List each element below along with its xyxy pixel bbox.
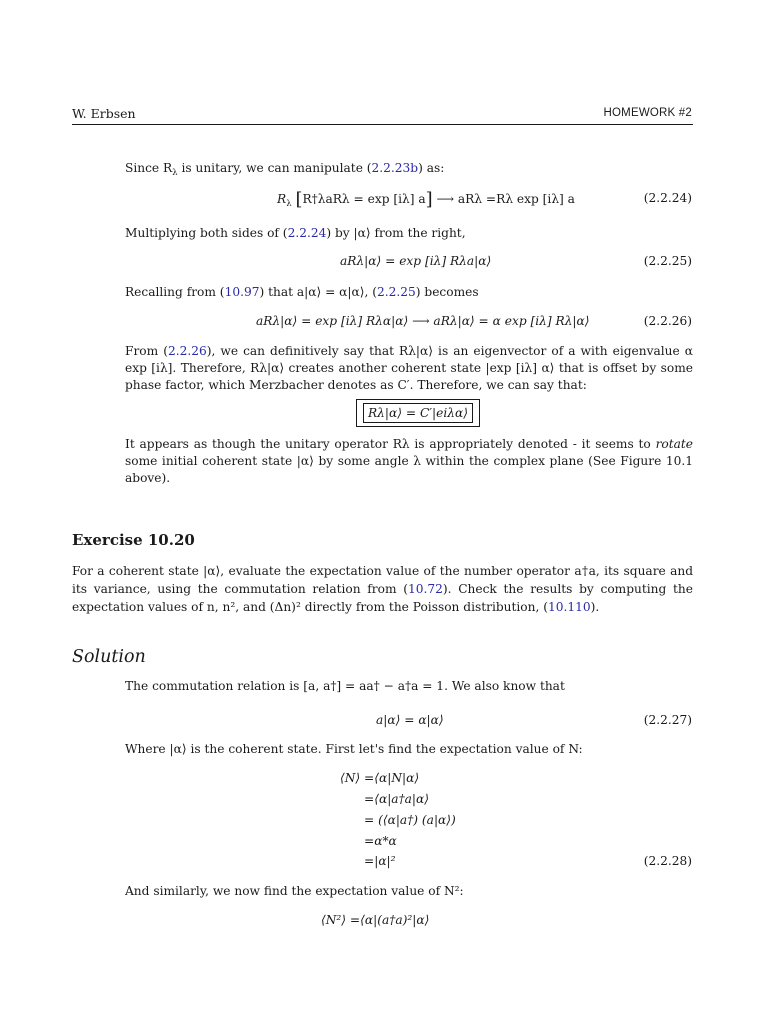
equation-2-2-27: a|α⟩ = α|α⟩ <box>376 713 444 727</box>
exercise-text <box>72 562 693 616</box>
solution-coherent-state-text: Where |α⟩ is the coherent state. First let's find the expectation value of N: <box>125 742 583 756</box>
equation-2-2-28-line-2: =⟨α|a†a|α⟩ <box>364 792 430 806</box>
p1-mid: is unitary, we can manipulate ( <box>177 161 372 175</box>
header-rule <box>72 124 693 125</box>
ref-10-110[interactable]: 10.110 <box>547 600 591 614</box>
p1-post: ) as: <box>418 161 445 175</box>
equation-2-2-28-line-4: =α*α <box>364 834 397 848</box>
eq24-bracket-content: R†λaRλ = exp [iλ] a <box>302 192 426 206</box>
solution-title: Solution <box>72 647 146 667</box>
p5-post: some initial coherent state |α⟩ by some angle λ within the complex plane (See Figure 10.1 above). <box>125 454 693 485</box>
ref-2-2-24[interactable]: 2.2.24 <box>287 226 327 240</box>
eq24-lbracket: [ <box>295 189 303 210</box>
paragraph-rotate <box>125 436 693 487</box>
eq-number-2-2-27: (2.2.27) <box>643 713 692 727</box>
solution-n-squared-text: And similarly, we now find the expectation value of N²: <box>125 884 464 898</box>
p3-post: ) becomes <box>415 285 479 299</box>
p5-emph: rotate <box>655 437 693 451</box>
ref-2-2-25[interactable]: 2.2.25 <box>377 285 416 299</box>
p1-pre: Since R <box>125 161 173 175</box>
p5-pre: It appears as though the unitary operator Rλ is appropriately denoted - it seems to <box>125 437 656 451</box>
eq-number-2-2-24: (2.2.24) <box>643 191 692 205</box>
equation-2-2-26: aRλ|α⟩ = exp [iλ] Rλα|α⟩ ⟶ aRλ|α⟩ = α exp [iλ] Rλ|α⟩ <box>256 314 590 328</box>
ex-text-post: ). <box>590 600 600 614</box>
exercise-title: Exercise 10.20 <box>72 531 195 549</box>
eq-number-2-2-25: (2.2.25) <box>643 254 692 268</box>
p2-pre: Multiplying both sides of ( <box>125 226 288 240</box>
p2-post: ) by |α⟩ from the right, <box>326 226 466 240</box>
p1-sub: λ <box>172 168 178 178</box>
eq24-lhs-sub: λ <box>286 199 292 209</box>
box-inner: Rλ|α⟩ = C′|eiλα⟩ <box>363 403 473 423</box>
paragraph-unitary <box>125 160 693 182</box>
ref-10-97[interactable]: 10.97 <box>224 285 260 299</box>
equation-2-2-28-line-1: ⟨N⟩ =⟨α|N|α⟩ <box>340 771 420 785</box>
boxed-equation <box>356 399 480 427</box>
p4-pre: From ( <box>125 344 168 358</box>
eq-number-2-2-26: (2.2.26) <box>643 314 692 328</box>
header-title: HOMEWORK #2 <box>603 107 692 119</box>
box-outer <box>356 399 480 427</box>
p3-pre: Recalling from ( <box>125 285 225 299</box>
equation-n-squared: ⟨N²⟩ =⟨α|(a†a)²|α⟩ <box>321 913 430 927</box>
ref-10-72[interactable]: 10.72 <box>407 582 443 596</box>
ex-text-pre: For a coherent state |α⟩, evaluate the expectation value of the number operator a†a, its square and its variance, using the commutation relation from ( <box>72 564 693 596</box>
ex-text-mid: ). Check the results by computing the expectation values of n, n², and (Δn)² directly from the Poisson distribution, ( <box>72 582 693 614</box>
eq24-rbracket: ] <box>425 189 433 210</box>
eq24-arrow-part: ⟶ aRλ =Rλ exp [iλ] a <box>436 192 575 206</box>
ref-2-2-23b[interactable]: 2.2.23b <box>371 161 419 175</box>
header-author: W. Erbsen <box>72 106 136 121</box>
solution-commutation-text: The commutation relation is [a, a†] = aa† − a†a = 1. We also know that <box>125 679 565 693</box>
equation-2-2-28-line-5: =|α|² <box>364 854 396 868</box>
p4-post: ), we can definitively say that Rλ|α⟩ is an eigenvector of a with eigenvalue α exp [iλ]. Therefore, Rλ|α⟩ creates another coherent state |exp [iλ] α⟩ that is offset by some phase factor, which Merzbacher denotes as C′. Therefore, we can say that: <box>125 344 693 392</box>
eq24-lhs: R <box>277 192 287 206</box>
eq-number-2-2-28: (2.2.28) <box>643 854 692 868</box>
equation-2-2-25: aRλ|α⟩ = exp [iλ] Rλa|α⟩ <box>340 254 492 268</box>
paragraph-multiplying <box>125 225 693 242</box>
paragraph-eigenvector <box>125 343 693 394</box>
equation-2-2-28-line-3: = (⟨α|a†) (a|α⟩) <box>364 813 456 827</box>
ref-2-2-26[interactable]: 2.2.26 <box>167 344 207 358</box>
paragraph-recalling <box>125 284 693 301</box>
equation-2-2-24 <box>277 189 575 210</box>
p3-mid: ) that a|α⟩ = α|α⟩, ( <box>259 285 378 299</box>
